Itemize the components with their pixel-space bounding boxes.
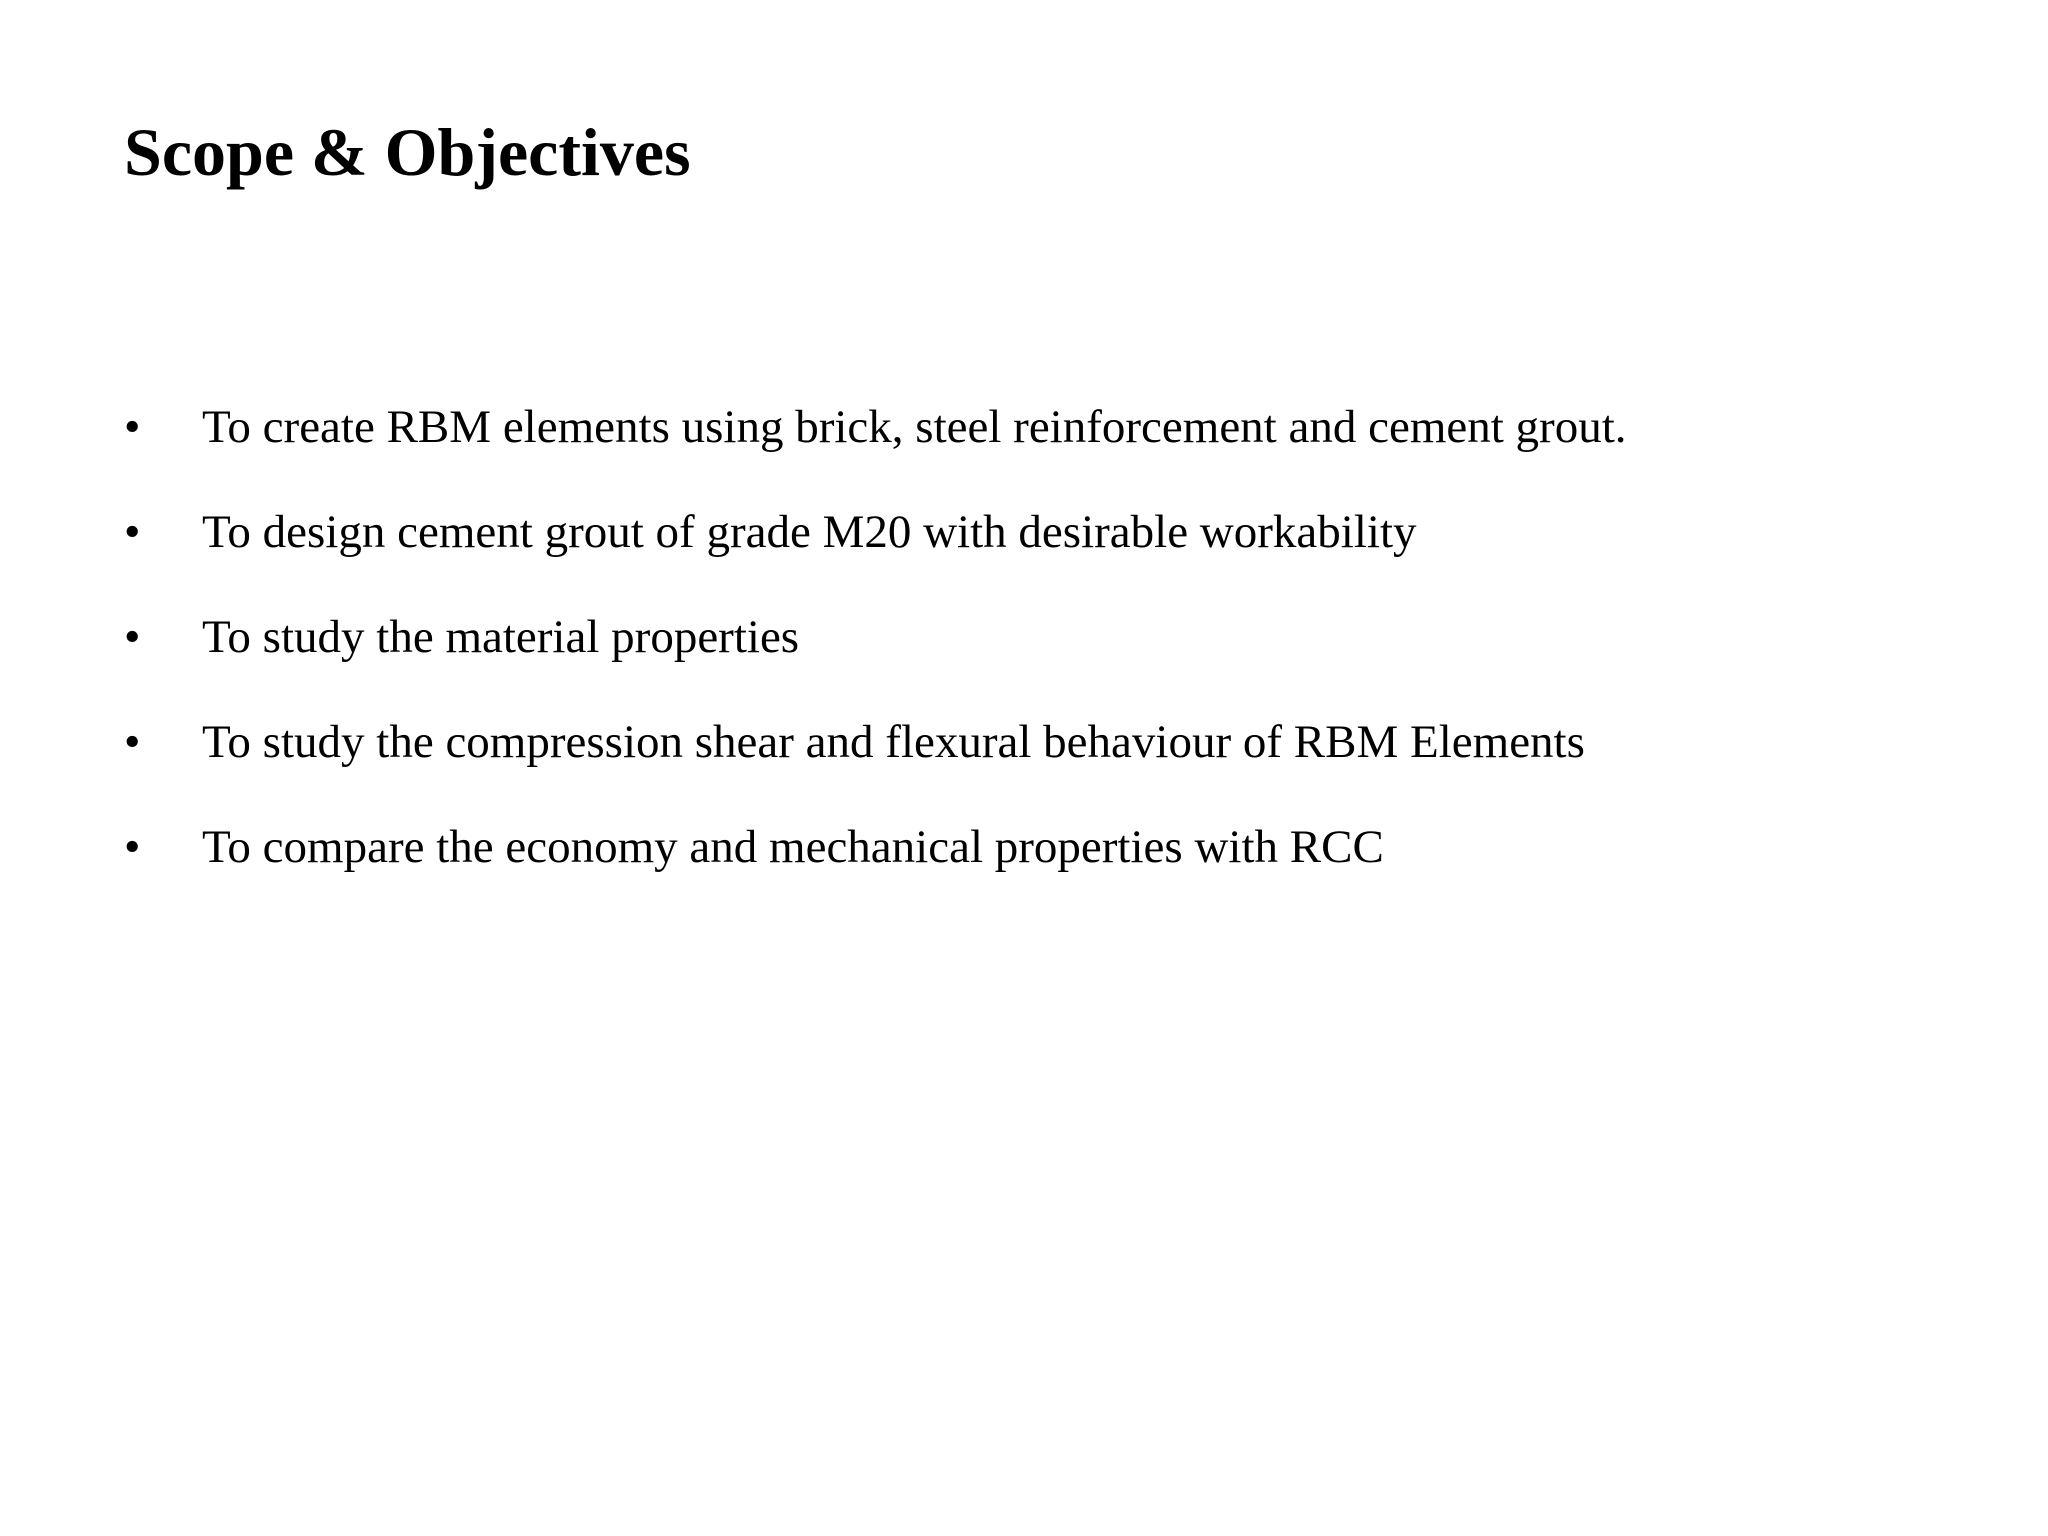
bullet-icon: • bbox=[124, 611, 141, 663]
bullet-icon: • bbox=[124, 506, 141, 558]
list-item bbox=[124, 707, 2004, 812]
bullet-icon: • bbox=[124, 401, 141, 453]
slide-title: Scope & Objectives bbox=[124, 114, 691, 190]
objectives-list bbox=[124, 392, 2004, 917]
list-item bbox=[124, 497, 2004, 602]
list-item-text: To compare the economy and mechanical properties with RCC bbox=[202, 821, 1384, 873]
bullet-icon: • bbox=[124, 716, 141, 768]
list-item bbox=[124, 392, 2004, 497]
list-item bbox=[124, 812, 2004, 917]
list-item-text: To study the compression shear and flexural behaviour of RBM Elements bbox=[202, 716, 1585, 768]
list-item-text: To study the material properties bbox=[202, 611, 800, 663]
list-item-text: To create RBM elements using brick, steel reinforcement and cement grout. bbox=[202, 401, 1627, 453]
bullet-icon: • bbox=[124, 821, 141, 873]
list-item bbox=[124, 602, 2004, 707]
list-item-text: To design cement grout of grade M20 with desirable workability bbox=[202, 506, 1417, 558]
